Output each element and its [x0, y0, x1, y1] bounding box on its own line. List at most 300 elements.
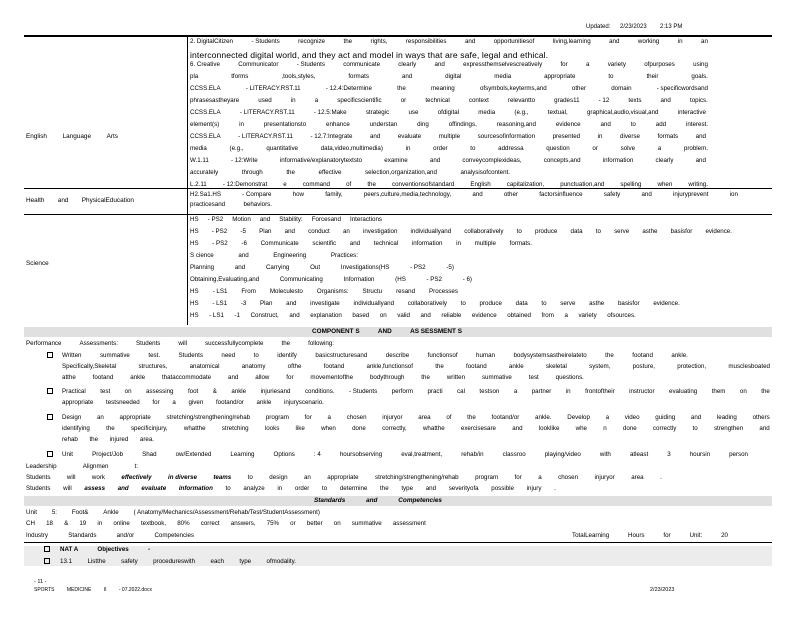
science-row-word: individuallyand: [410, 228, 452, 235]
english-row-word: CCSS.ELA: [190, 109, 221, 116]
leadership-row-1-word: area: [631, 474, 644, 481]
english-row-word: other: [571, 85, 586, 92]
english-row-word: data,video,multimedia): [320, 145, 383, 152]
performance-intro-word: Assessments:: [79, 340, 118, 347]
english-row-word: ,tools,styles,: [281, 73, 316, 80]
english-row-word: responsibilities: [405, 38, 447, 45]
science-row-word: serve: [560, 300, 576, 307]
english-row-word: interactive: [677, 109, 706, 116]
science-row-word: -5: [240, 228, 246, 235]
item3-line-word: stretching/strengthening/rehab: [166, 414, 251, 421]
item3-line-word: looklike: [538, 425, 560, 432]
unit-title-word: Foot&: [71, 509, 89, 516]
item1-line-word: footand: [466, 363, 487, 370]
science-row-word: to: [516, 228, 522, 235]
english-row: [190, 169, 510, 177]
english-row-word: element(s): [190, 121, 220, 128]
item1-line-word: to: [253, 352, 259, 359]
english-row-word: and: [434, 61, 445, 68]
science-row-word: evidence.: [653, 300, 680, 307]
science-row-word: HS: [190, 300, 199, 307]
industry-standards: [26, 532, 194, 540]
item3-line-word: Develop: [567, 414, 590, 421]
english-row-word: context: [468, 97, 489, 104]
leadership-row-2-word: possible: [491, 485, 514, 492]
item2-line-word: conditions.: [304, 388, 335, 395]
science-row-word: produce: [535, 228, 558, 235]
english-row-word: meaning: [430, 85, 455, 92]
label-health-pe: [26, 197, 134, 205]
item2-line-word: injuriesand: [260, 388, 291, 395]
english-row-word: or: [592, 145, 598, 152]
english-row-word: clearly: [655, 157, 674, 164]
english-row-word: diverse: [620, 133, 640, 140]
english-row-word: interest.: [685, 121, 708, 128]
total-learning-hours-word: for: [663, 532, 671, 539]
english-row-word: using: [693, 61, 708, 68]
science-row: [190, 312, 636, 320]
item1-line-word: the: [421, 374, 430, 381]
leadership-label: [26, 463, 138, 471]
item2-line-word: perform: [391, 388, 413, 395]
unit-chapter-word: 19: [79, 520, 87, 527]
industry-standards-word: and/or: [116, 532, 135, 539]
item3-line-word: done: [622, 425, 637, 432]
english-row-word: and: [464, 38, 476, 45]
english-row-word: formats: [348, 73, 369, 80]
science-row-word: collaboratively: [464, 228, 504, 235]
english-row-word: 2. DigitalCitizen: [190, 38, 233, 45]
unit-chapter-word: on: [333, 520, 341, 527]
science-row-word: a: [564, 312, 568, 319]
english-row-word: ofpurposes: [644, 61, 675, 68]
item3-line-word: the: [106, 425, 115, 432]
leadership-label-word: Leadership: [26, 463, 57, 470]
english-row-word: in: [405, 145, 411, 152]
item3-line: [62, 425, 770, 433]
item1-line-word: anatomy: [241, 363, 266, 370]
table-top-rule: [24, 35, 772, 37]
english-row-word: evaluate: [397, 133, 422, 140]
item4-line-word: Learning: [230, 451, 255, 458]
english-row-word: graphical,audio,visual,and: [586, 109, 659, 116]
english-row: [190, 145, 708, 153]
item3-line-word: footand/or: [491, 414, 520, 421]
science-row-word: to: [460, 300, 466, 307]
industry-standards-word: Industry: [26, 532, 49, 539]
item3-line-word: to: [692, 425, 698, 432]
unit-chapter-word: textbook,: [140, 520, 167, 527]
item4-line-word: hoursin: [689, 451, 711, 458]
english-row-word: the: [397, 85, 406, 92]
health-row-word: - Compare: [242, 191, 272, 198]
english-row-word: the: [343, 38, 353, 45]
item3-line-word: injured: [109, 436, 129, 443]
item1-line-word: functionsof: [427, 352, 458, 359]
english-row-word: effective: [318, 169, 342, 176]
item1-line-word: allow: [255, 374, 270, 381]
health-row-word: behaviors.: [243, 201, 272, 208]
english-row-word: multiple: [438, 133, 461, 140]
science-row-word: Motion: [232, 216, 251, 223]
item3-line-word: for: [304, 414, 312, 421]
leadership-row-1-word: design: [269, 474, 288, 481]
health-row-word: ion: [729, 191, 738, 198]
english-row: [190, 61, 708, 69]
performance-intro-word: following:: [308, 340, 334, 347]
english-row-word: information: [602, 157, 634, 164]
item2-line-word: practi: [427, 388, 443, 395]
english-row-word: enhance: [326, 121, 350, 128]
english-row-word: command: [302, 181, 330, 188]
english-row-word: an: [701, 38, 708, 45]
leadership-row-2-word: .: [554, 485, 556, 492]
item2-line-word: evaluating: [669, 388, 698, 395]
footer-doc-word: - 07.2022.docx: [118, 587, 152, 593]
bullet-icon: [44, 546, 50, 553]
leadership-label-word: Alignmen: [82, 463, 109, 470]
science-row: [190, 216, 382, 224]
item3-line-word: specificinjury,: [130, 425, 168, 432]
item3-line-word: the: [89, 436, 99, 443]
english-row-word: L.2.11: [190, 181, 207, 188]
item1-line-word: footand: [632, 352, 653, 359]
unit-chapter-word: answers,: [230, 520, 256, 527]
item2-line-word: on: [739, 388, 747, 395]
unit-title-word: 5:: [51, 509, 58, 516]
leadership-row-1-emph-word: in diverse: [168, 474, 197, 481]
item2-line-word: Practical: [62, 388, 86, 395]
leadership-row-2-word: analyze: [243, 485, 265, 492]
science-row-word: and: [349, 240, 361, 247]
science-row-word: based: [352, 312, 370, 319]
science-row-word: valid: [397, 312, 410, 319]
leadership-row-2-word: determine: [339, 485, 368, 492]
english-row-word: ofsymbols,keyterms,and: [479, 85, 547, 92]
item1-line-word: written: [446, 374, 466, 381]
leadership-row-1-word: Students: [26, 474, 51, 481]
bullet-icon: [44, 558, 50, 565]
science-row-word: and: [289, 312, 300, 319]
english-row-word: and: [401, 73, 413, 80]
english-row-word: conveycomplexideas,: [462, 157, 522, 164]
standards-heading: [314, 497, 442, 505]
english-row-word: CCSS.ELA: [190, 85, 221, 92]
english-row-word: Communicator: [238, 61, 279, 68]
item1-line-word: basicstructuresand: [315, 352, 368, 359]
item4-line-word: hoursobserving: [339, 451, 383, 458]
science-row-word: -3: [240, 300, 247, 307]
leadership-row-2-word: the: [380, 485, 389, 492]
science-row-word: to: [541, 300, 547, 307]
item1-line-word: human: [476, 352, 495, 359]
item3-line-word: done: [352, 425, 366, 432]
item3-line-word: and: [690, 414, 702, 421]
english-row-word: and: [609, 38, 620, 45]
english-row-word: - 12:Write: [231, 157, 258, 164]
nata-title-word: -: [147, 546, 150, 553]
performance-intro-word: Students: [135, 340, 161, 347]
english-row-word: order: [433, 145, 448, 152]
unit-rule: [24, 542, 772, 543]
english-row-word: English: [470, 181, 491, 188]
science-row: [190, 276, 472, 284]
item1-line-word: musclesboated: [728, 363, 770, 370]
footer-doc-word: II: [103, 587, 107, 593]
english-row-word: in: [597, 133, 603, 140]
english-row: [190, 97, 708, 105]
item4-line-word: eval,treatment,: [401, 451, 443, 458]
science-row-word: Communicate: [260, 240, 299, 247]
science-row-word: - PS2: [410, 264, 426, 271]
item4-line-word: atleast: [629, 451, 649, 458]
footer-doc-word: SPORTS: [34, 587, 55, 593]
english-row-word: offindings,: [448, 121, 477, 128]
science-row-word: resand: [396, 288, 416, 295]
science-row-word: data: [515, 300, 528, 307]
item2-line-word: cal: [457, 388, 465, 395]
science-row-word: data: [570, 228, 583, 235]
science-row-word: multiple: [474, 240, 496, 247]
leadership-row-1: [26, 474, 662, 482]
item1-line-word: footand: [323, 363, 345, 370]
science-row: [190, 264, 454, 272]
english-row-word: CCSS.ELA: [190, 133, 221, 140]
science-row-word: Forcesand: [311, 216, 341, 223]
science-row-word: - LS1: [209, 312, 224, 319]
item3-line-word: appropriate: [119, 414, 151, 421]
english-label-word: English: [26, 133, 47, 140]
item1-line-word: protection,: [677, 363, 707, 370]
leadership-row-2-word: type: [401, 485, 414, 492]
health-row-word: and: [641, 191, 652, 198]
leadership-row-2-emph-word: assess: [84, 485, 106, 492]
english-row-word: analysisofcontent.: [460, 169, 510, 176]
item1-line-word: thataccommodate: [161, 374, 212, 381]
item1-line-word: bodythrough: [369, 374, 405, 381]
english-row-word: add: [655, 121, 667, 128]
science-row-word: Organisms:: [316, 288, 349, 295]
nata-title-word: Objectives: [97, 546, 129, 553]
english-row-word: interconnected digital world, and they act and model in ways that are safe, legal and ethical.: [190, 50, 549, 60]
item4-line-word: Project/Job: [92, 451, 124, 458]
science-row-word: and: [259, 216, 271, 223]
english-row-word: expressthemselvescreatively: [463, 61, 543, 68]
health-row: [190, 201, 272, 209]
item2-line-word: ankle: [231, 388, 247, 395]
industry-standards-word: Competencies: [154, 532, 194, 539]
science-row-word: investigate: [310, 300, 340, 307]
item2-line-word: the: [761, 388, 770, 395]
english-row-word: the: [367, 181, 376, 188]
english-row-word: and: [695, 133, 706, 140]
item2-line-word: ankle: [256, 399, 272, 406]
health-label-word: Health: [26, 197, 45, 204]
science-row-word: and: [284, 228, 295, 235]
english-row-word: sourcesofinformation: [477, 133, 536, 140]
components-heading: [312, 328, 462, 336]
science-row-word: obtained: [507, 312, 531, 319]
unit-chapter-word: better: [306, 520, 323, 527]
item3-line-word: whe: [575, 425, 587, 432]
science-row: [190, 228, 732, 236]
english-row-word: media: [190, 145, 207, 152]
english-row-word: media: [478, 109, 496, 116]
leadership-row-1-word: chosen: [558, 474, 579, 481]
english-row-word: - 12:Demonstrat: [222, 181, 268, 188]
item3-line-word: video: [624, 414, 640, 421]
english-row-word: - 12.7:Integrate: [310, 133, 353, 140]
health-row-word: peers,culture,media,technology,: [363, 191, 452, 198]
english-row-word: a: [314, 97, 319, 104]
item1-line-word: test: [528, 374, 539, 381]
science-row-word: to: [595, 228, 601, 235]
leadership-row-2-word: will: [63, 485, 72, 492]
item4-line-word: rehab/in: [461, 451, 484, 458]
total-learning-hours-word: Hours: [628, 532, 645, 539]
item3-line-word: guiding: [655, 414, 676, 421]
english-label-word: Arts: [106, 133, 118, 140]
science-row-word: From: [241, 288, 256, 295]
english-row-word: and: [429, 157, 441, 164]
item1-line-word: posture,: [632, 363, 656, 370]
health-row: [190, 191, 738, 199]
english-row-word: the: [286, 169, 295, 176]
english-row-word: when: [657, 181, 673, 188]
leadership-row-1-word: appropriate: [327, 474, 359, 481]
item1-line-word: summative: [99, 352, 130, 359]
science-row-word: technical: [373, 240, 399, 247]
item3-line-word: rehab: [62, 436, 78, 443]
science-row-word: -6: [241, 240, 247, 247]
science-row-word: and: [420, 312, 431, 319]
leadership-row-2-word: order: [294, 485, 310, 492]
leadership-row-1-word: .: [660, 474, 662, 481]
item2-line-word: instructor: [629, 388, 655, 395]
item3-line-word: program: [265, 414, 289, 421]
item2-line-word: in: [565, 388, 571, 395]
english-row-word: accurately: [190, 169, 219, 176]
leadership-row-2-word: and: [425, 485, 437, 492]
updated-date: 2/23/2023: [620, 24, 647, 30]
item1-line-word: the: [605, 352, 614, 359]
science-row-word: -5): [446, 264, 454, 271]
english-row-word: relevantto: [507, 97, 536, 104]
science-row-word: evidence: [471, 312, 497, 319]
english-row-word: presentationsto: [263, 121, 307, 128]
english-row-word: 6. Creative: [190, 61, 220, 68]
performance-intro-word: successfullycomplete: [205, 340, 264, 347]
item3-line-word: injuryor: [382, 414, 403, 421]
english-row-word: texts: [628, 97, 642, 104]
science-row-word: Structu: [362, 288, 383, 295]
leadership-row-2-word: to: [322, 485, 328, 492]
item4-line-word: classroo: [502, 451, 526, 458]
science-row-word: HS: [190, 228, 199, 235]
nata-title: [60, 546, 150, 554]
english-row-word: communicate: [343, 61, 381, 68]
science-row-word: HS: [190, 312, 199, 319]
leadership-row-2-emph-word: information: [178, 485, 213, 492]
performance-intro: [26, 340, 334, 348]
science-row-word: - PS2: [426, 276, 442, 283]
english-row-word: presented: [552, 133, 581, 140]
leadership-row-2-word: to: [225, 485, 231, 492]
english-row-word: solve: [620, 145, 636, 152]
item3-line-word: an: [96, 414, 104, 421]
leadership-row-1-word: to: [247, 474, 253, 481]
science-row-word: Investigations(HS: [340, 264, 390, 271]
science-row-word: (HS: [395, 276, 406, 283]
item3-line-word: exercisesare: [460, 425, 496, 432]
item3-line-word: whatthe: [422, 425, 445, 432]
science-row-word: - LS1: [212, 300, 228, 307]
science-row-word: Planning: [190, 264, 215, 271]
english-row-word: problem.: [683, 145, 708, 152]
health-row-word: family,: [325, 191, 343, 198]
item1-line-word: Students: [178, 352, 203, 359]
english-row-word: opportunitiesof: [493, 38, 535, 45]
english-row-word: grades11: [554, 97, 580, 104]
english-row-word: examine: [384, 157, 408, 164]
english-row-word: media: [494, 73, 512, 80]
item4-line-word: 3: [667, 451, 671, 458]
science-row-word: -1: [234, 312, 241, 319]
item4-line-word: playing/video: [544, 451, 581, 458]
item3-line-word: n: [603, 425, 607, 432]
english-row-word: capitalization,: [506, 181, 545, 188]
health-label-word: PhysicalEducation: [81, 197, 134, 204]
table-divider: [187, 35, 188, 325]
bullet-icon: [47, 388, 53, 395]
performance-intro-word: will: [178, 340, 188, 347]
science-row-word: asthe: [589, 300, 605, 307]
item3-line-word: Design: [62, 414, 82, 421]
item1-line: [62, 352, 688, 360]
english-row-word: strategic: [365, 109, 390, 116]
bullet-icon: [47, 414, 53, 421]
english-row-word: ofdigital: [437, 109, 460, 116]
health-row-word: injuryprevent: [673, 191, 709, 198]
item2-line-word: footand/or: [215, 399, 244, 406]
english-row: [190, 50, 628, 60]
leadership-row-1-emph-word: teams: [213, 474, 232, 481]
item3-line-word: area: [418, 414, 431, 421]
english-row-word: a: [585, 61, 590, 68]
leadership-row-2-word: in: [277, 485, 283, 492]
item3-line-word: a: [327, 414, 331, 421]
item2-line-word: injuryscenario.: [284, 399, 324, 406]
science-row-word: individuallyand: [353, 300, 395, 307]
science-row-word: Moleculesto: [269, 288, 303, 295]
leadership-row-2-word: Students: [26, 485, 51, 492]
english-row-word: and: [369, 133, 381, 140]
english-row-word: textual,: [547, 109, 568, 116]
item3-line-word: leading: [716, 414, 737, 421]
english-row-word: and: [600, 121, 611, 128]
item1-line-word: bodysystemsastheirelateto: [513, 352, 587, 359]
science-row-word: Stability:: [279, 216, 303, 223]
item1-line-word: Written: [62, 352, 82, 359]
english-row-word: use: [408, 109, 419, 116]
nata-item-word: each: [210, 558, 224, 565]
item3-line-word: ankle.: [535, 414, 552, 421]
english-row-word: reasoning,and: [496, 121, 536, 128]
health-row-word: other: [503, 191, 518, 198]
english-row-word: spelling: [620, 181, 642, 188]
item1-line-word: and: [228, 374, 239, 381]
item3-line-word: and: [759, 425, 770, 432]
